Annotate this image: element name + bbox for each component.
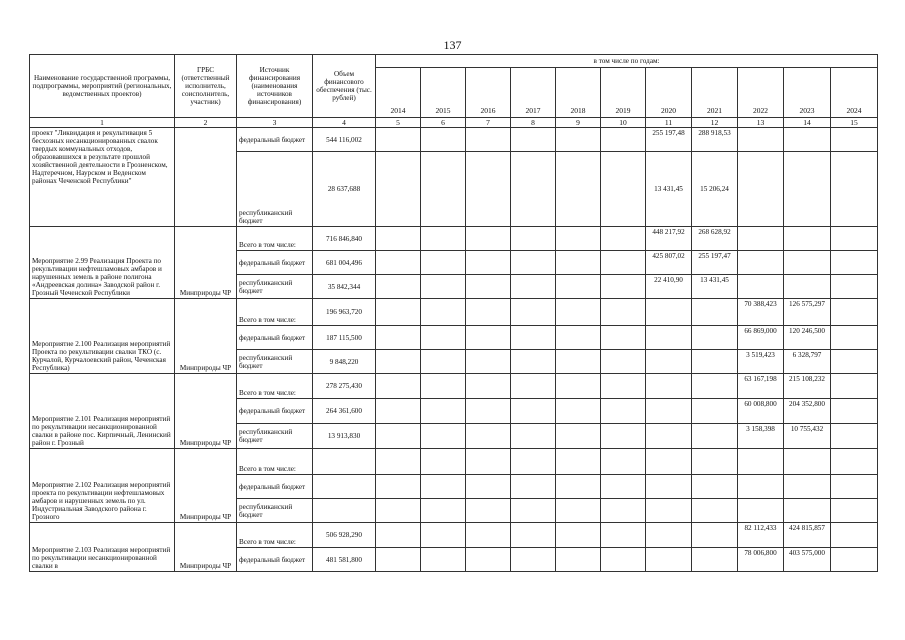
cell-2023: 126 575,297 (784, 299, 831, 326)
row-name: Мероприятие 2.103 Реализация мероприятий по рекультивации несанкционированной свалки в (30, 523, 175, 572)
table-row (30, 449, 878, 475)
cell-2023: 6 328,797 (784, 350, 831, 374)
row-volume: 187 115,500 (313, 326, 376, 350)
row-source: федеральный бюджет (237, 399, 313, 424)
row-volume: 35 842,344 (313, 275, 376, 299)
row-volume: 481 581,800 (313, 548, 376, 572)
row-grbs: Минприроды ЧР (175, 299, 237, 374)
row-grbs: Минприроды ЧР (175, 449, 237, 523)
cell-2022: 78 006,800 (738, 548, 784, 572)
row-volume: 28 637,688 (313, 152, 376, 227)
table-row (30, 299, 878, 326)
header-year: 2022 (738, 68, 784, 118)
row-source: республиканский бюджет (237, 350, 313, 374)
cell-2022: 82 112,433 (738, 523, 784, 548)
table-row (30, 128, 878, 152)
cell-2021: 268 628,92 (692, 227, 738, 251)
row-grbs: Минприроды ЧР (175, 523, 237, 572)
row-source: Всего в том числе: (237, 449, 313, 475)
row-name: проект "Ликвидация и рекультивация 5 бесхозных несанкционированных свалок твердых коммунальных отходов, образовавшихся в результате прошлой хозяйственной деятельности в Грозненском, Надтеречном, Наурском и Веденском районах Чеченской Республики" (30, 128, 175, 227)
row-source: федеральный бюджет (237, 326, 313, 350)
table-row (30, 374, 878, 399)
financing-table (29, 54, 878, 572)
row-volume: 506 928,290 (313, 523, 376, 548)
row-source: федеральный бюджет (237, 251, 313, 275)
cell-2020: 13 431,45 (646, 152, 692, 227)
column-number: 10 (601, 118, 646, 128)
cell-2022: 70 388,423 (738, 299, 784, 326)
column-number: 2 (175, 118, 237, 128)
row-name: Мероприятие 2.100 Реализация мероприятий Проекта по рекультивации свалки ТКО (с. Курчалой, Курчалоевский район, Чеченская Республика) (30, 299, 175, 374)
row-grbs: Минприроды ЧР (175, 227, 237, 299)
cell-2020: 255 197,48 (646, 128, 692, 152)
row-source: Всего в том числе: (237, 227, 313, 251)
cell-2022: 60 008,800 (738, 399, 784, 424)
cell-2023: 215 108,232 (784, 374, 831, 399)
row-source: республиканский бюджет (237, 424, 313, 449)
row-source: Всего в том числе: (237, 299, 313, 326)
row-volume: 716 846,840 (313, 227, 376, 251)
cell-2021: 15 206,24 (692, 152, 738, 227)
row-volume: 13 913,830 (313, 424, 376, 449)
cell-2021: 13 431,45 (692, 275, 738, 299)
cell-2020: 22 410,90 (646, 275, 692, 299)
column-number: 7 (466, 118, 511, 128)
column-number: 1 (30, 118, 175, 128)
cell-2023: 204 352,800 (784, 399, 831, 424)
table-row (30, 523, 878, 548)
column-number: 12 (692, 118, 738, 128)
row-source: республиканский бюджет (237, 275, 313, 299)
row-source: Всего в том числе: (237, 523, 313, 548)
header-year: 2020 (646, 68, 692, 118)
cell-2021: 255 197,47 (692, 251, 738, 275)
column-number: 5 (376, 118, 421, 128)
column-number: 11 (646, 118, 692, 128)
row-volume: 544 116,002 (313, 128, 376, 152)
header-name: Наименование государственной программы, подпрограммы, мероприятий (региональных, ведомственных проектов) (30, 55, 175, 118)
header-year: 2018 (556, 68, 601, 118)
row-volume: 681 004,496 (313, 251, 376, 275)
column-number: 13 (738, 118, 784, 128)
header-year: 2023 (784, 68, 831, 118)
row-name: Мероприятие 2.102 Реализация мероприятий проекта по рекультивации нефтешламовых амбаров и нарушенных земель по ул. Индустриальная Заводского района г. Грозного (30, 449, 175, 523)
cell-2022: 66 869,000 (738, 326, 784, 350)
header-grbs: ГРБС (ответственный исполнитель, соисполнитель, участник) (175, 55, 237, 118)
cell-2022: 3 158,398 (738, 424, 784, 449)
header-year: 2014 (376, 68, 421, 118)
header-year: 2016 (466, 68, 511, 118)
row-volume: 196 963,720 (313, 299, 376, 326)
header-volume: Объем финансового обеспечения (тыс. рублей) (313, 55, 376, 118)
row-grbs (175, 128, 237, 227)
header-year: 2021 (692, 68, 738, 118)
column-number: 15 (831, 118, 878, 128)
cell-2022: 3 519,423 (738, 350, 784, 374)
cell-2023: 403 575,000 (784, 548, 831, 572)
column-number: 14 (784, 118, 831, 128)
row-source: федеральный бюджет (237, 548, 313, 572)
cell-2022: 63 167,198 (738, 374, 784, 399)
column-number: 8 (511, 118, 556, 128)
row-source: республиканский бюджет (237, 499, 313, 523)
header-year: 2024 (831, 68, 878, 118)
row-name: Мероприятие 2.101 Реализация мероприятий по рекультивации несанкционированной свалки в районе пос. Кирпичный, Ленинский район г. Грозный (30, 374, 175, 449)
row-source: федеральный бюджет (237, 475, 313, 499)
row-name: Мероприятие 2.99 Реализация Проекта по рекультивации нефтешламовых амбаров и нарушенных земель в районе полигона «Андреевская долина» Заводской район г. Грозный Чеченской Республики (30, 227, 175, 299)
column-number: 9 (556, 118, 601, 128)
row-source: республиканский бюджет (237, 152, 313, 227)
row-volume: 278 275,430 (313, 374, 376, 399)
header-year: 2017 (511, 68, 556, 118)
column-number: 6 (421, 118, 466, 128)
row-source: федеральный бюджет (237, 128, 313, 152)
header-years-group: в том числе по годам: (376, 55, 878, 68)
row-source: Всего в том числе: (237, 374, 313, 399)
row-grbs: Минприроды ЧР (175, 374, 237, 449)
row-volume: 264 361,600 (313, 399, 376, 424)
cell-2020: 448 217,92 (646, 227, 692, 251)
page-number: 137 (443, 38, 462, 52)
header-year: 2015 (421, 68, 466, 118)
cell-2021: 288 918,53 (692, 128, 738, 152)
table-row (30, 227, 878, 251)
cell-2023: 424 815,857 (784, 523, 831, 548)
header-year: 2019 (601, 68, 646, 118)
cell-2023: 10 755,432 (784, 424, 831, 449)
cell-2023: 120 246,500 (784, 326, 831, 350)
column-number: 4 (313, 118, 376, 128)
cell-2020: 425 807,02 (646, 251, 692, 275)
header-source: Источник финансирования (наименования источников финансирования) (237, 55, 313, 118)
row-volume: 9 848,220 (313, 350, 376, 374)
column-number: 3 (237, 118, 313, 128)
